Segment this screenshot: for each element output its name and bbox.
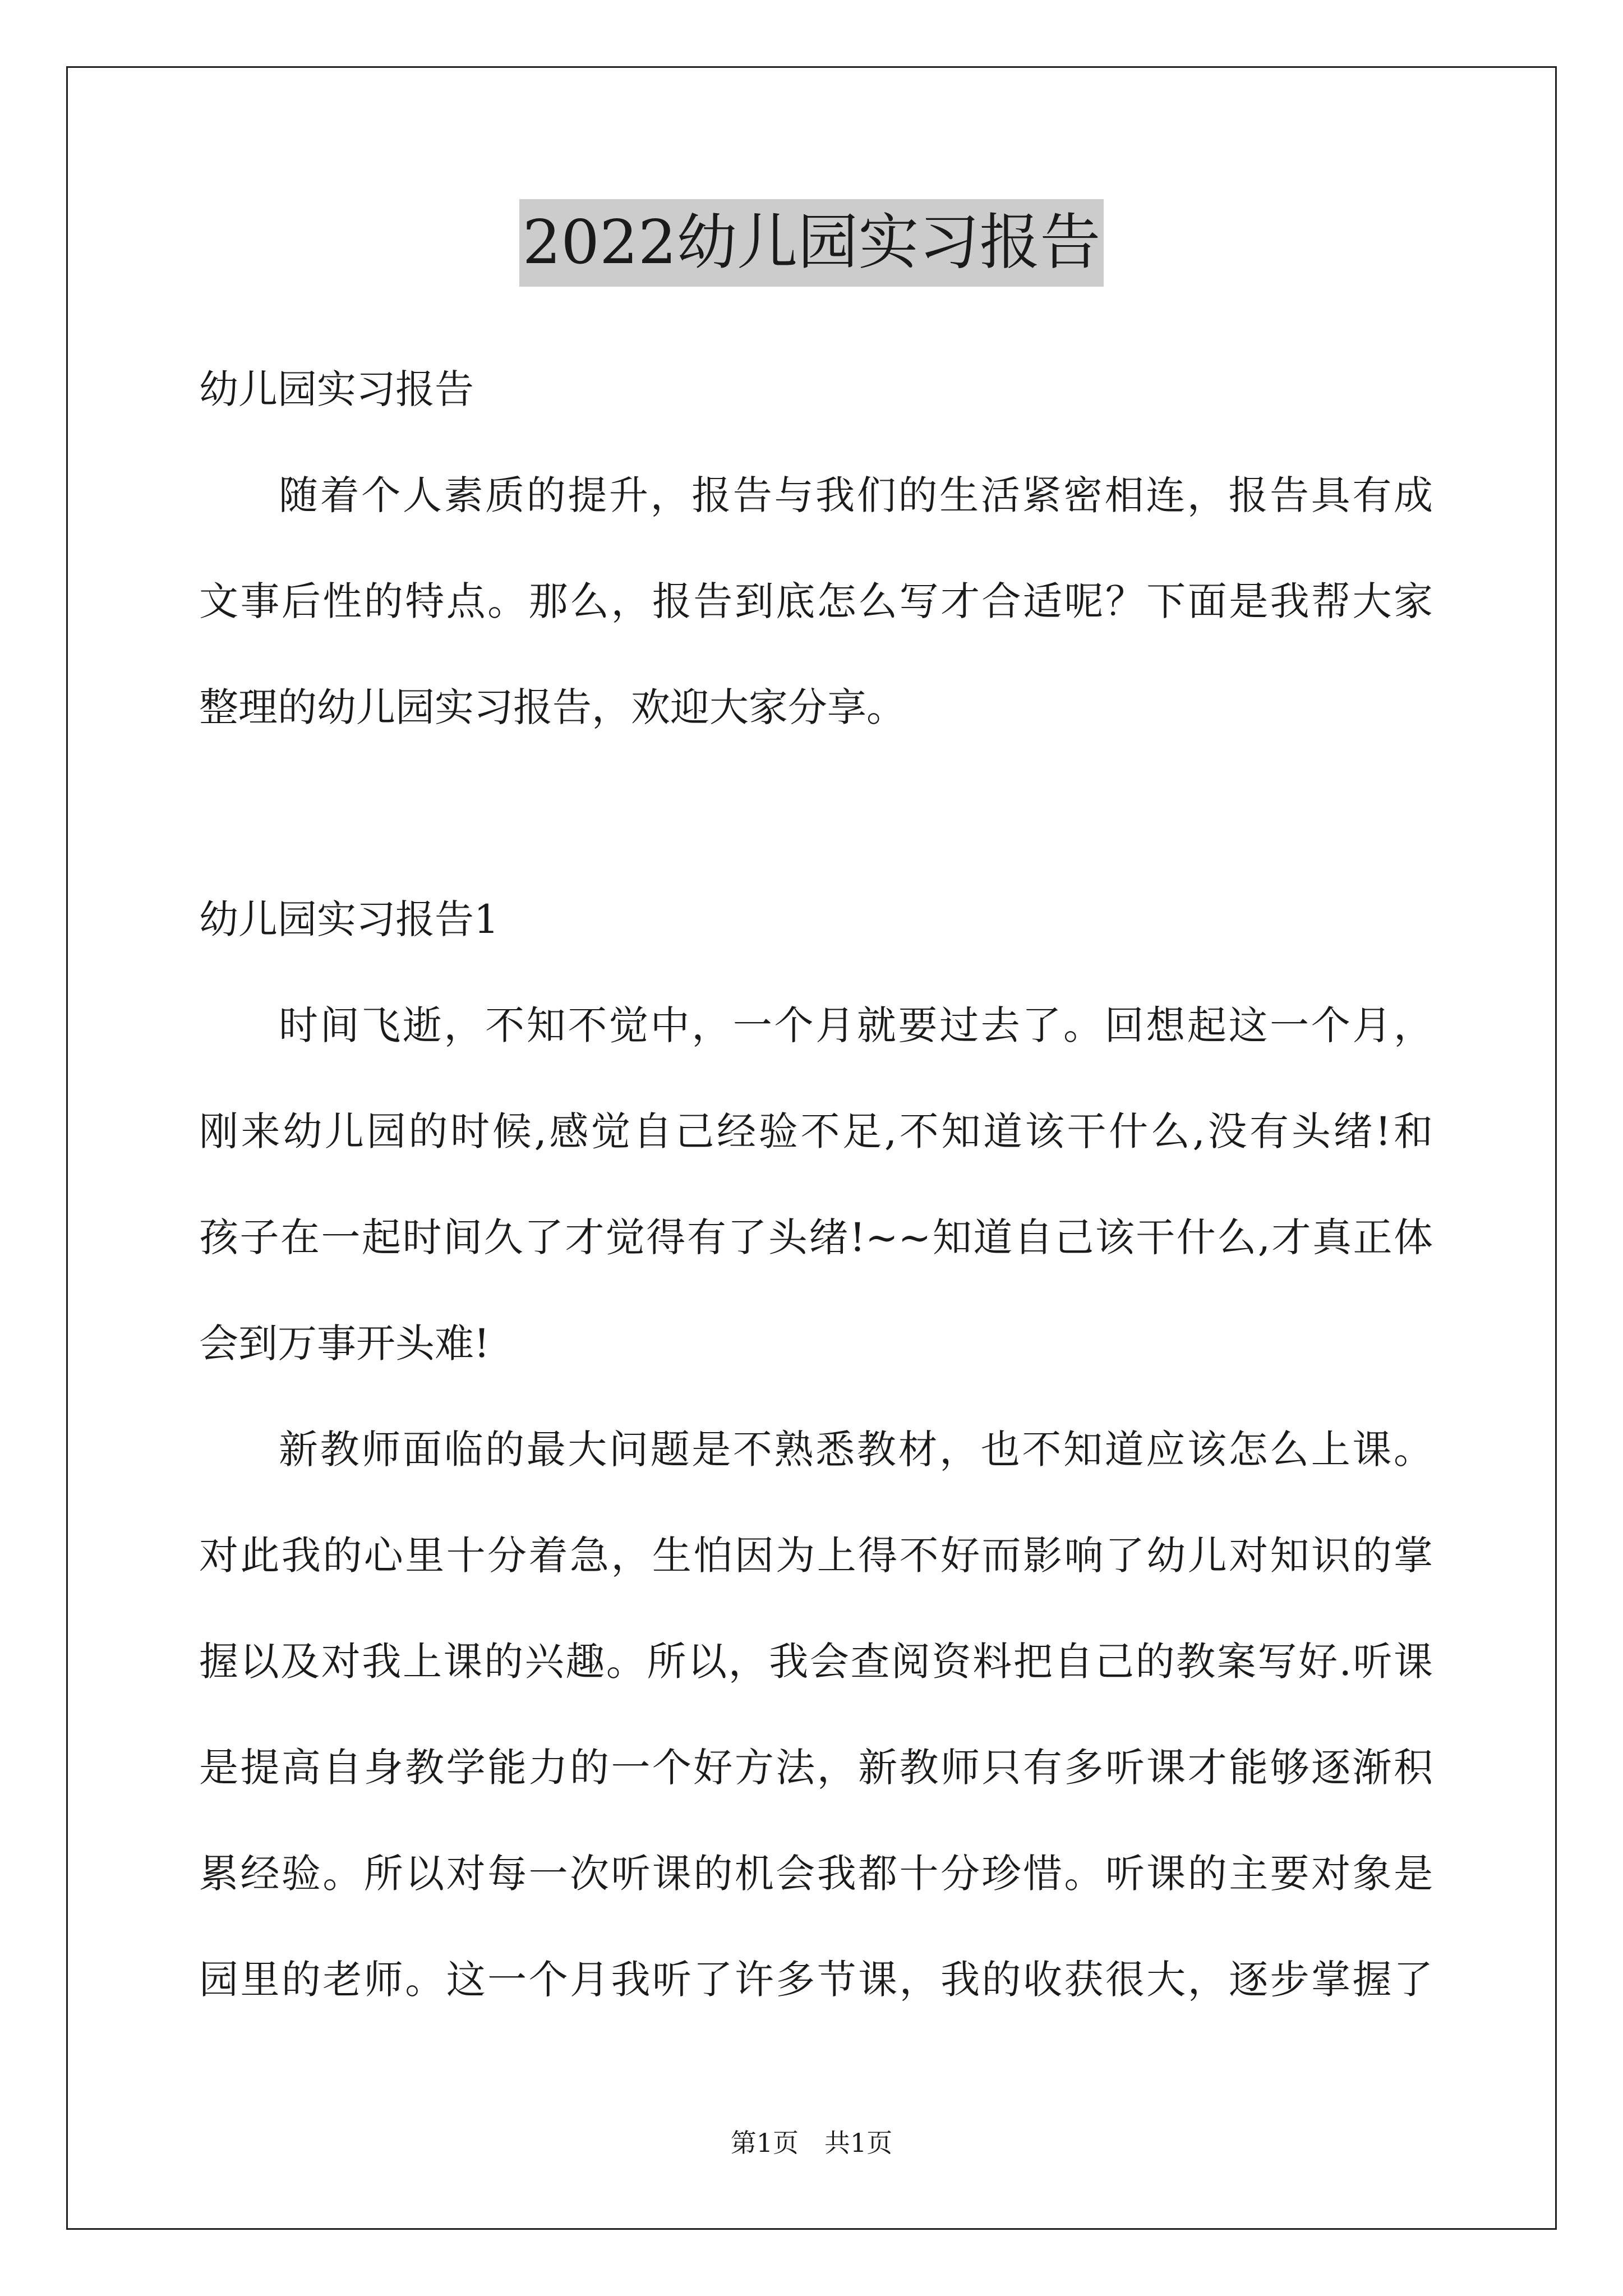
blank-line <box>199 761 1433 867</box>
para1-line-2: 刚来幼儿园的时候,感觉自己经验不足,不知道该干什么,没有头绪!和 <box>199 1108 1433 1154</box>
para1-line-3: 孩子在一起时间久了才觉得有了头绪!~~知道自己该干什么,才真正体 <box>199 1214 1433 1260</box>
intro-line-3: 整理的幼儿园实习报告，欢迎大家分享。 <box>199 684 906 730</box>
section-heading: 幼儿园实习报告 <box>199 366 474 412</box>
para2-line-3: 握以及对我上课的兴趣。所以，我会查阅资料把自己的教案写好.听课 <box>199 1639 1433 1685</box>
para2-line-6: 园里的老师。这一个月我听了许多节课，我的收获很大，逐步掌握了 <box>199 1957 1433 2003</box>
title-wrap <box>0 199 1623 287</box>
intro-line-1: 随着个人素质的提升，报告与我们的生活紧密相连，报告具有成 <box>279 472 1433 518</box>
para2-line-5: 累经验。所以对每一次听课的机会我都十分珍惜。听课的主要对象是 <box>199 1851 1433 1897</box>
para2-line-4: 是提高自身教学能力的一个好方法，新教师只有多听课才能够逐渐积 <box>199 1745 1433 1791</box>
para1-line-1: 时间飞逝，不知不觉中，一个月就要过去了。回想起这一个月， <box>279 1002 1433 1048</box>
section-heading-1: 幼儿园实习报告1 <box>199 896 499 942</box>
para2-line-1: 新教师面临的最大问题是不熟悉教材，也不知道应该怎么上课。 <box>279 1427 1433 1473</box>
para2-line-2: 对此我的心里十分着急，生怕因为上得不好而影响了幼儿对知识的掌 <box>199 1533 1433 1579</box>
intro-line-2: 文事后性的特点。那么，报告到底怎么写才合适呢？下面是我帮大家 <box>199 578 1433 624</box>
page-footer: 第1页 共1页 <box>730 2128 893 2158</box>
document-body <box>199 337 1433 2033</box>
para1-line-4: 会到万事开头难! <box>199 1320 490 1366</box>
document-title: 2022幼儿园实习报告 <box>519 199 1104 287</box>
